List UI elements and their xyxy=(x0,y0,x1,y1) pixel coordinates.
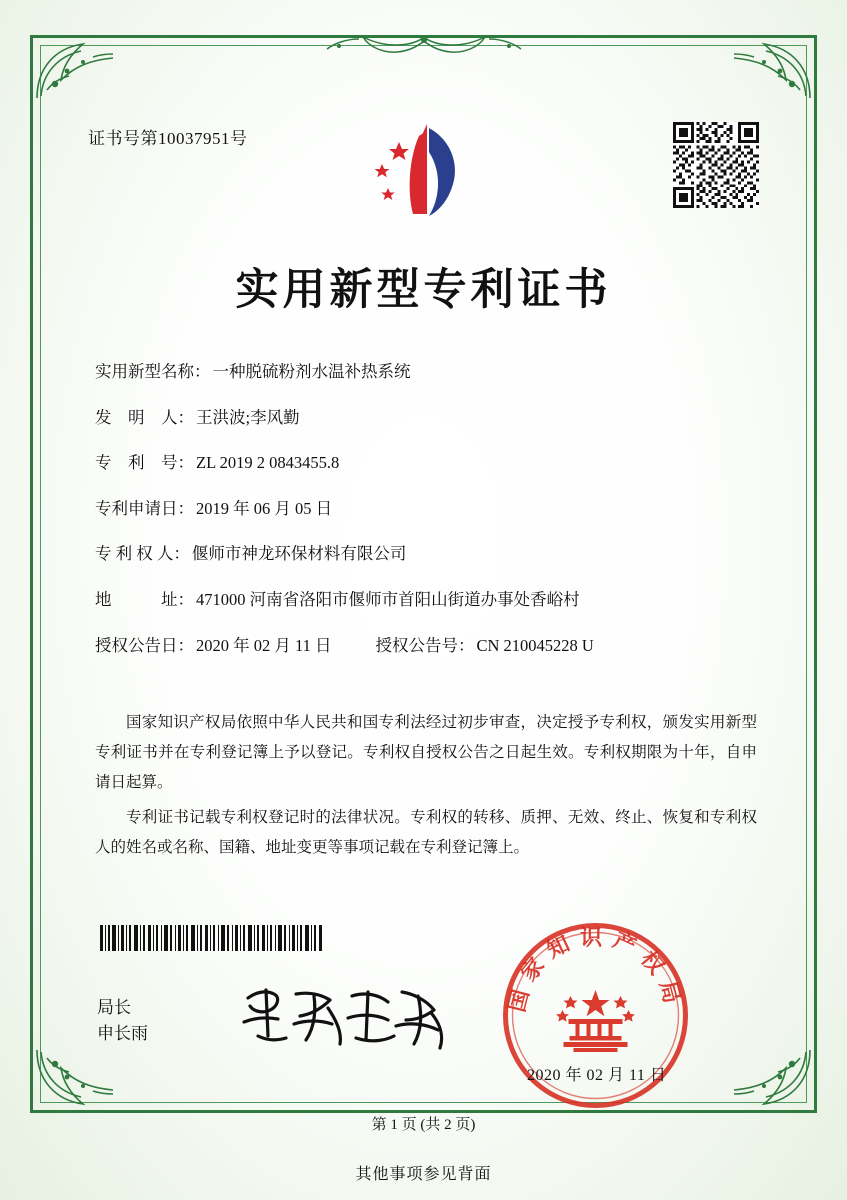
field-row-address xyxy=(95,588,755,611)
field-value: 一种脱硫粉剂水温补热系统 xyxy=(212,362,411,381)
handwritten-signature-icon xyxy=(236,978,451,1056)
grant-date-label: 授权公告日： xyxy=(95,635,194,655)
page-indicator: 第 1 页 (共 2 页) xyxy=(371,1117,476,1133)
field-row-patent-number xyxy=(95,451,755,474)
field-label: 实用新型名称： xyxy=(95,362,211,381)
cnipa-logo-icon xyxy=(365,118,485,226)
back-side-note: 其他事项参见背面 xyxy=(355,1166,492,1183)
field-label: 地 址： xyxy=(95,589,194,609)
certificate-number: 证书号第10037951号 xyxy=(88,129,248,148)
field-value: 2019 年 06 月 05 日 xyxy=(196,498,333,518)
field-list xyxy=(95,360,755,679)
grant-number-value: CN 210045228 U xyxy=(476,635,594,655)
field-row-inventor xyxy=(95,406,755,429)
corner-ornament-bottom-left xyxy=(33,1046,119,1110)
barcode xyxy=(100,925,325,951)
field-label: 专 利 号： xyxy=(95,453,194,473)
corner-ornament-bottom-right xyxy=(728,1046,814,1110)
field-row-patentee xyxy=(95,542,755,565)
svg-text:国家知识产权局: 国家知识产权局 xyxy=(503,925,688,1015)
field-label: 专利申请日： xyxy=(95,498,194,518)
field-value: 偃师市神龙环保材料有限公司 xyxy=(191,544,407,564)
director-name-label: 申长雨 xyxy=(97,1023,148,1043)
legal-paragraph-1: 国家知识产权局依照中华人民共和国专利法经过初步审查，决定授予专利权，颁发实用新型专利证书并在专利登记簿上予以登记。专利权自授权公告之日起生效。专利权期限为十年，自申请日起算。 xyxy=(95,714,757,792)
field-row-grant xyxy=(95,634,755,657)
field-value: 王洪波;李风勤 xyxy=(196,407,300,427)
corner-ornament-top-right xyxy=(728,38,814,102)
field-value: ZL 2019 2 0843455.8 xyxy=(196,453,340,473)
field-row-utility-model-name xyxy=(95,360,755,383)
signature-labels xyxy=(97,995,148,1046)
legal-paragraph-2: 专利证书记载专利权登记时的法律状况。专利权的转移、质押、无效、终止、恢复和专利权人的姓名或名称、国籍、地址变更等事项记载在专利登记簿上。 xyxy=(95,808,757,856)
legal-text xyxy=(95,708,757,867)
field-label: 发 明 人： xyxy=(95,407,194,427)
field-row-application-date xyxy=(95,497,755,520)
grant-number-label: 授权公告号： xyxy=(375,635,475,655)
director-title-label: 局长 xyxy=(97,998,131,1017)
grant-date-value: 2020 年 02 月 11 日 xyxy=(196,635,332,655)
field-label: 专 利 权 人： xyxy=(95,544,190,564)
corner-ornament-top-left xyxy=(33,38,119,102)
header-ornament xyxy=(299,33,549,67)
field-value: 471000 河南省洛阳市偃师市首阳山街道办事处香峪村 xyxy=(196,589,580,609)
qr-code xyxy=(673,122,759,208)
seal-date: 2020 年 02 月 11 日 xyxy=(527,1067,667,1084)
page-title: 实用新型专利证书 xyxy=(235,265,612,315)
